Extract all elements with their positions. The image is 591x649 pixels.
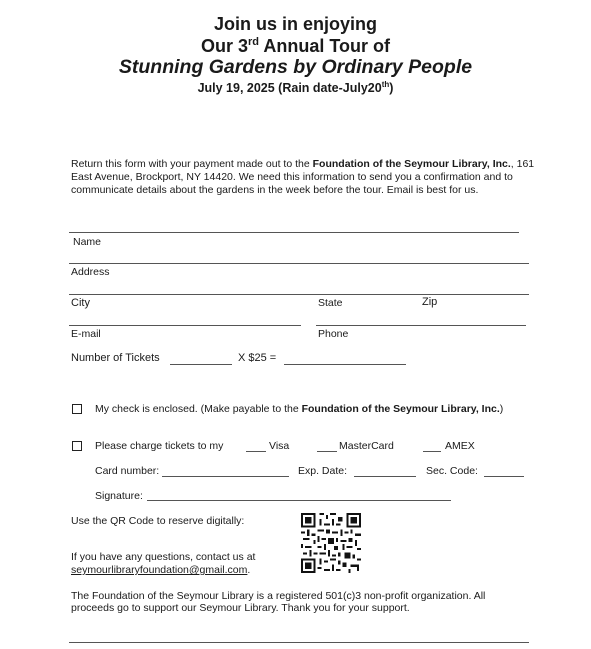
exp-date-line[interactable] <box>354 476 416 477</box>
intro-post: , 161 East Avenue, Brockport, NY 14420. We need this information to send you a confirmation and to communicate details about the gardens in the week before the tour. Email is best for us. <box>71 158 535 196</box>
exp-date-label: Exp. Date: <box>298 465 348 477</box>
phone-label: Phone <box>318 328 349 340</box>
tickets-label: Number of Tickets <box>71 352 160 364</box>
check-enclosed-pre: My check is enclosed. (Make payable to the <box>95 403 302 415</box>
zip-label: Zip <box>422 296 438 308</box>
contact-email-line <box>71 564 250 576</box>
heading-annual-tour-post: Annual Tour of <box>259 36 390 56</box>
check-enclosed-checkbox[interactable] <box>72 404 82 414</box>
check-enclosed-post: ) <box>499 403 504 415</box>
tickets-input-line[interactable] <box>170 364 232 365</box>
mastercard-label: MasterCard <box>339 440 394 452</box>
amex-label: AMEX <box>445 440 475 452</box>
email-line[interactable] <box>69 325 301 326</box>
name-line[interactable] <box>69 232 519 233</box>
address-line[interactable] <box>69 263 529 264</box>
event-date-pre: July 19, 2025 (Rain date-July20 <box>197 81 382 96</box>
charge-checkbox[interactable] <box>72 441 82 451</box>
name-label: Name <box>73 236 102 248</box>
card-number-label: Card number: <box>95 465 160 477</box>
contact-email-suffix: . <box>247 564 251 576</box>
event-date-post: ) <box>389 81 394 96</box>
event-title: Stunning Gardens by Ordinary People <box>118 56 473 78</box>
heading-invite: Join us in enjoying <box>213 14 377 34</box>
price-label: X $25 = <box>238 352 277 364</box>
intro-pre: Return this form with your payment made out to the <box>71 158 313 170</box>
qr-code-icon[interactable] <box>301 513 361 573</box>
signature-line[interactable] <box>147 500 451 501</box>
event-date <box>0 80 591 95</box>
qr-label: Use the QR Code to reserve digitally: <box>71 515 245 527</box>
date-suffix: th <box>381 80 390 89</box>
sec-code-label: Sec. Code: <box>426 465 478 477</box>
contact-text: If you have any questions, contact us at <box>71 551 256 563</box>
visa-label: Visa <box>269 440 290 452</box>
bottom-rule <box>69 642 529 643</box>
phone-line[interactable] <box>316 325 526 326</box>
signature-label: Signature: <box>95 490 143 502</box>
heading-annual-tour-pre: Our 3 <box>201 36 249 56</box>
mastercard-blank[interactable] <box>317 451 337 452</box>
visa-blank[interactable] <box>246 451 266 452</box>
footer-line-2: proceeds go to support our Seymour Library. Thank you for your support. <box>71 602 410 614</box>
email-label: E-mail <box>71 328 101 340</box>
footer-line-1: The Foundation of the Seymour Library is a registered 501(c)3 non-profit organization. All <box>71 590 486 602</box>
state-label: State <box>318 297 343 309</box>
card-number-line[interactable] <box>162 476 289 477</box>
heading-annual-tour <box>0 36 591 57</box>
contact-email-link[interactable]: seymourlibraryfoundation@gmail.com <box>71 564 248 576</box>
city-label: City <box>71 297 90 309</box>
intro-org: Foundation of the Seymour Library, Inc. <box>312 158 511 170</box>
intro-paragraph <box>71 158 541 197</box>
amex-blank[interactable] <box>423 451 441 452</box>
total-input-line[interactable] <box>284 364 406 365</box>
check-enclosed-text <box>95 403 503 415</box>
sec-code-line[interactable] <box>484 476 524 477</box>
check-enclosed-org: Foundation of the Seymour Library, Inc. <box>301 403 500 415</box>
city-state-zip-line[interactable] <box>69 294 529 295</box>
charge-label: Please charge tickets to my <box>95 440 224 452</box>
ordinal-suffix: rd <box>248 36 260 48</box>
address-label: Address <box>71 266 110 278</box>
